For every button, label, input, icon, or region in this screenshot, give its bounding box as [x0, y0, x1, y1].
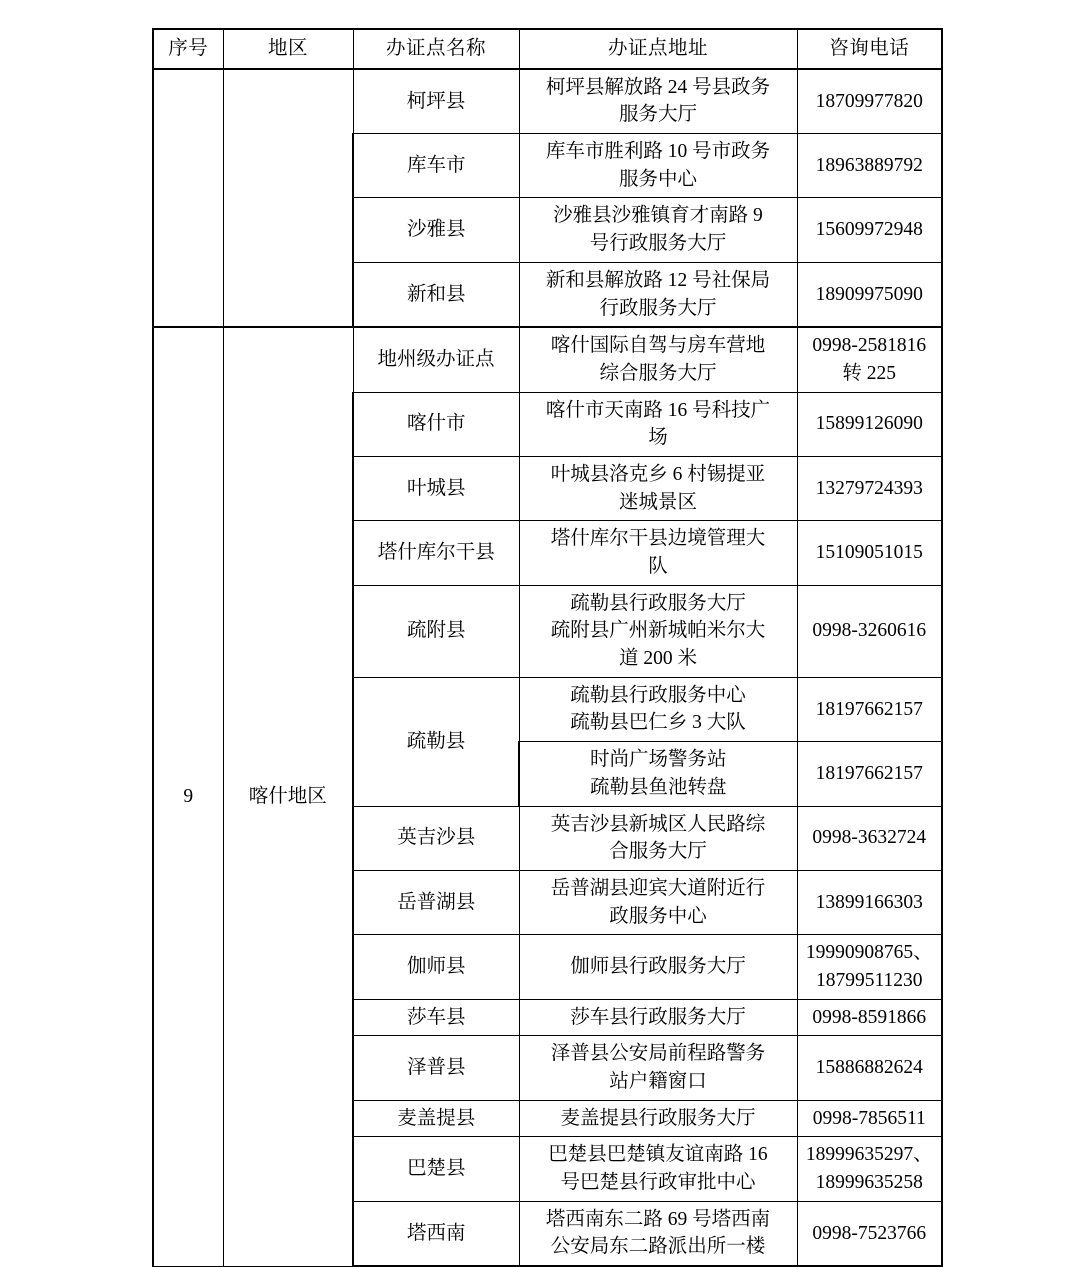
cell-phone [797, 134, 942, 198]
cell-phone [797, 198, 942, 262]
address-line: 喀什市天南路 16 号科技广 [545, 399, 771, 421]
phone-line: 转 225 [842, 362, 897, 384]
table-row [153, 69, 942, 134]
phone-line: 18999635258 [815, 1172, 923, 1194]
cell-phone [797, 1036, 942, 1100]
column-header-address: 办证点地址 [519, 29, 797, 69]
cell-point-address [519, 742, 797, 806]
cell-region [223, 69, 353, 328]
address-line: 柯坪县解放路 24 号县政务 [545, 76, 771, 98]
phone-line: 18799511230 [815, 969, 923, 991]
column-header-region: 地区 [223, 29, 353, 69]
cell-phone [797, 999, 942, 1036]
cell-phone [797, 456, 942, 520]
cell-point-address [519, 69, 797, 134]
cell-region: 喀什地区 [223, 327, 353, 1266]
cell-point-name: 柯坪县 [353, 69, 519, 134]
cell-phone [797, 677, 942, 741]
certification-points-table [152, 28, 943, 1267]
cell-phone [797, 521, 942, 585]
phone-line: 15899126090 [815, 413, 923, 435]
column-header-index: 序号 [153, 29, 223, 69]
cell-phone [797, 1137, 942, 1201]
cell-point-name: 岳普湖县 [353, 870, 519, 934]
table-row [153, 327, 942, 392]
cell-phone [797, 262, 942, 327]
phone-line: 18709977820 [815, 90, 923, 112]
cell-point-address [519, 521, 797, 585]
address-line: 疏附县广州新城帕米尔大 [550, 620, 766, 642]
cell-point-address [519, 327, 797, 392]
cell-point-name: 库车市 [353, 134, 519, 198]
cell-phone [797, 69, 942, 134]
address-line: 合服务大厅 [609, 841, 707, 863]
cell-point-name: 英吉沙县 [353, 806, 519, 870]
cell-phone [797, 870, 942, 934]
address-line: 沙雅县沙雅镇育才南路 9 [553, 205, 763, 227]
address-line: 岳普湖县迎宾大道附近行 [550, 877, 766, 899]
phone-line: 13279724393 [815, 477, 923, 499]
address-line: 喀什国际自驾与房车营地 [550, 335, 766, 357]
cell-phone [797, 585, 942, 677]
cell-point-address [519, 1036, 797, 1100]
address-line: 站户籍窗口 [609, 1071, 707, 1092]
table-header-row [153, 29, 942, 69]
address-line: 综合服务大厅 [599, 362, 717, 384]
phone-line: 18197662157 [815, 762, 923, 784]
cell-index [153, 69, 223, 328]
address-line: 服务中心 [618, 168, 697, 190]
phone-line: 19990908765、 [805, 942, 933, 964]
cell-point-name: 泽普县 [353, 1036, 519, 1100]
phone-line: 0998-3260616 [812, 620, 927, 642]
address-line: 疏勒县巴仁乡 3 大队 [570, 712, 746, 734]
cell-point-name: 麦盖提县 [353, 1100, 519, 1137]
address-line: 号行政服务大厅 [589, 233, 727, 255]
cell-point-name: 叶城县 [353, 456, 519, 520]
cell-point-name: 疏勒县 [353, 677, 519, 806]
address-line: 麦盖提县行政服务大厅 [560, 1107, 756, 1129]
address-line: 道 200 米 [618, 648, 697, 670]
cell-point-address [519, 585, 797, 677]
address-line: 疏勒县行政服务中心 [570, 684, 746, 706]
address-line: 叶城县洛克乡 6 村锡提亚 [550, 463, 766, 485]
cell-phone [797, 806, 942, 870]
address-line: 库车市胜利路 10 号市政务 [545, 141, 771, 163]
address-line: 疏勒县行政服务大厅 [570, 592, 746, 614]
address-line: 塔什库尔干县边境管理大 [550, 528, 766, 550]
cell-point-address [519, 677, 797, 741]
address-line: 政服务中心 [609, 905, 707, 927]
cell-point-name: 沙雅县 [353, 198, 519, 262]
cell-point-name: 伽师县 [353, 935, 519, 999]
cell-index: 9 [153, 327, 223, 1266]
phone-line: 15109051015 [815, 542, 923, 564]
address-line: 巴楚县巴楚镇友谊南路 16 [548, 1144, 768, 1166]
cell-phone [797, 392, 942, 456]
phone-line: 18999635297、 [805, 1144, 933, 1166]
phone-line: 0998-3632724 [812, 827, 927, 849]
address-line: 服务大厅 [618, 104, 697, 126]
address-line: 行政服务大厅 [599, 297, 717, 319]
cell-phone [797, 1201, 942, 1266]
address-line: 疏勒县鱼池转盘 [589, 776, 727, 798]
phone-line: 0998-7523766 [812, 1222, 927, 1244]
cell-point-address [519, 806, 797, 870]
phone-line: 0998-8591866 [812, 1006, 927, 1028]
table-header [153, 29, 942, 69]
cell-point-name: 巴楚县 [353, 1137, 519, 1201]
column-header-phone: 咨询电话 [797, 29, 942, 69]
cell-point-address [519, 999, 797, 1036]
address-line: 号巴楚县行政审批中心 [560, 1172, 756, 1194]
cell-point-name: 塔西南 [353, 1201, 519, 1266]
cell-phone [797, 742, 942, 806]
cell-point-address [519, 1137, 797, 1201]
phone-line: 0998-7856511 [812, 1107, 926, 1129]
cell-point-name: 地州级办证点 [353, 327, 519, 392]
table-body [153, 69, 942, 1266]
address-line: 队 [648, 556, 668, 577]
address-line: 新和县解放路 12 号社保局 [545, 269, 771, 291]
cell-point-name: 塔什库尔干县 [353, 521, 519, 585]
phone-line: 13899166303 [815, 891, 923, 913]
address-line: 莎车县行政服务大厅 [570, 1006, 746, 1028]
cell-point-name: 新和县 [353, 262, 519, 327]
cell-phone [797, 1100, 942, 1137]
phone-line: 0998-2581816 [812, 335, 927, 357]
phone-line: 15609972948 [815, 219, 923, 241]
cell-point-address [519, 456, 797, 520]
cell-point-address [519, 392, 797, 456]
cell-point-address [519, 870, 797, 934]
address-line: 时尚广场警务站 [589, 749, 727, 771]
phone-line: 18909975090 [815, 283, 923, 305]
cell-point-name: 疏附县 [353, 585, 519, 677]
column-header-name: 办证点名称 [353, 29, 519, 69]
address-line: 塔西南东二路 69 号塔西南 [545, 1208, 771, 1230]
address-line: 公安局东二路派出所一楼 [550, 1236, 766, 1258]
cell-point-address [519, 262, 797, 327]
address-line: 迷城景区 [618, 491, 697, 513]
address-line: 伽师县行政服务大厅 [570, 956, 746, 978]
table-container [152, 28, 941, 1267]
address-line: 泽普县公安局前程路警务 [550, 1043, 766, 1065]
phone-line: 18963889792 [815, 154, 923, 176]
address-line: 场 [648, 427, 668, 449]
cell-point-address [519, 134, 797, 198]
cell-point-name: 喀什市 [353, 392, 519, 456]
cell-point-name: 莎车县 [353, 999, 519, 1036]
cell-point-address [519, 198, 797, 262]
cell-point-address [519, 935, 797, 999]
cell-point-address [519, 1201, 797, 1266]
phone-line: 15886882624 [815, 1057, 923, 1079]
phone-line: 18197662157 [815, 698, 923, 720]
cell-point-address [519, 1100, 797, 1137]
cell-phone [797, 935, 942, 999]
address-line: 英吉沙县新城区人民路综 [550, 813, 766, 835]
cell-phone [797, 327, 942, 392]
